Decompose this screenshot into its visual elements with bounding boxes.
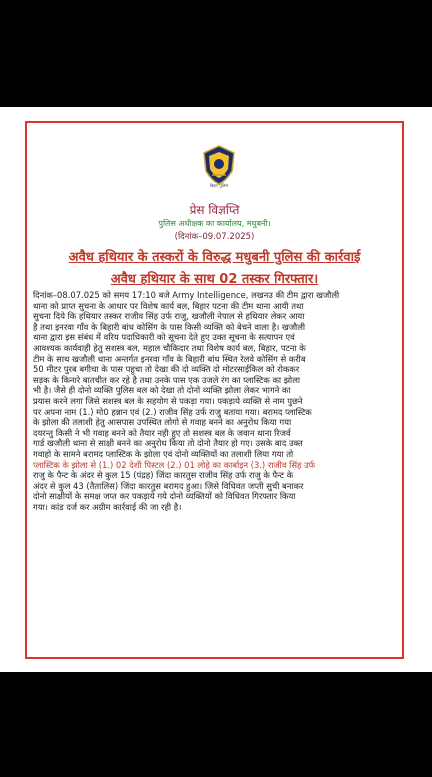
body-line: दयरन्तु किसी ने भी गवाह बनने को तैयार नही हुए तो सशस्त्र बल के जवान थाना रिजर्व: [33, 427, 291, 438]
body-line: आवश्यक कार्यवाही हेतु सशस्त्र बल, महाल चौकिदार तथा विशेष कार्य बल, बिहार, पटना के: [33, 342, 306, 353]
headline-sub-text: अवैध हथियार के साथ 02 तस्कर गिरफ्तार।: [110, 272, 319, 287]
body-line: पर अपना नाम (1.) मो0 हन्नान एवं (2.) राजीव सिंह उर्फ राजु बताया गया। बरामद प्लास्टिक: [33, 406, 312, 417]
body-line: गवाहो के सामने बरामद प्लास्टिक के झोला एवं दोनो व्यक्तियों का तलाशी लिया गया तो: [33, 448, 294, 459]
press-release-page: [0, 107, 432, 672]
body-line: 50 मीटर पुरब बगीचा के पास पहुचा तो देखा की दो व्यक्ति दो मोटरसाईकिल को रोककर: [33, 364, 300, 375]
body-line: थाना को प्राप्त सुचना के आधार पर विशेष कार्य बल, बिहार पटना की टीम थाना आयी तथा: [33, 300, 304, 311]
press-release-title: प्रेस विज्ञप्ति: [189, 203, 240, 217]
body-line: है तथा इनरवा गाँव के बिहारी बांध कोसिंग के पास किसी व्यक्ति को बेचने वाला है। खजौली: [33, 321, 306, 332]
emblem-caption: बिहार पुलिस: [209, 183, 229, 188]
release-date: (दिनांक–09.07.2025): [174, 232, 255, 242]
body-line-recovered-items: प्लास्टिक के झोला से (1.) 02 देशी पिस्टल (2.) 01 लोहे का कार्बाइन (3.) राजीव सिंह उर्फ: [33, 459, 316, 470]
body-line: के झोला की तलाशी हेतु आसपास उपस्थित लोगो से गवाह बनने का अनुरोध किया गया: [33, 417, 292, 428]
document-frame: [25, 121, 404, 659]
headline-sub: [27, 269, 402, 287]
headline-main-text: अवैध हथियार के तस्करों के विरुद्ध मधुबनी पुलिस की कार्रवाई: [68, 250, 361, 265]
body-line: सड़क के किनारे बातचीत कर रहे है तथा उनके पास एक उजले रंग का प्लास्टिक का झोला: [33, 374, 301, 385]
issuing-office: पुलिस अधीक्षक का कार्यालय, मधुबनी।: [158, 219, 271, 228]
body-line: अंदर से कुल 43 (तैतालिस) जिंदा कारतुस बरामद हुआ। जिसे विधिवत जप्ती सुची बनाकर: [33, 480, 304, 491]
body-line: सुचना दिये कि हथियार तस्कर राजीव सिंह उर्फ राजु, खजौली नेपाल से हथियार लेकर आया: [33, 311, 305, 322]
body-line: गार्ड खजौली थाना से साक्षी बनने का अनुरोध किया तो दोनो तैयार हो गए। उसके बाद उक्त: [33, 438, 303, 449]
body-line: टीम के साथ खजौली थाना अन्तर्गत इनरवा गाँव के बिहारी बांध स्थित रेलवे कोसिंग से करीब: [33, 353, 306, 364]
body-line: राजु के पैन्ट के अंदर से कुल 15 (पंद्रह) जिंदा कारतुस राजीव सिंह उर्फ राजु के पैन्ट के: [33, 470, 294, 481]
body-line: गया। कांड दर्ज कर अग्रीम कार्रवाई की जा रही है।: [33, 501, 182, 512]
body-line: दिनांक–08.07.025 को समय 17:10 बजे Army Intelligence, लखनउ की टीम द्वारा खजौली: [33, 290, 340, 300]
headline-main: [27, 247, 402, 265]
body-line: दोनो साक्षीयों के समक्ष जप्त कर पकड़ाये गये दोनो व्यक्तियों को विधिवत गिरफ्तार किया: [33, 491, 296, 502]
bihar-police-emblem-icon: [202, 145, 236, 185]
body-line: प्रयास करने लगा जिसे सशस्त्र बल के सहयोग से पकड़ा गया। पकड़ाये व्यक्ति से नाम पुछने: [33, 395, 303, 406]
press-release-body: [33, 290, 397, 512]
body-line: भी है। जैसे ही दोनो व्यक्ति पुलिस बल को देखा तो दोनो व्यक्ति झोला लेकर भागने का: [33, 385, 291, 396]
body-line: थाना द्वारा इस संबंध में वरिय पदाधिकारी को सूचना देते हुए उक्त सूचना के सत्यापन एवं: [33, 332, 295, 343]
